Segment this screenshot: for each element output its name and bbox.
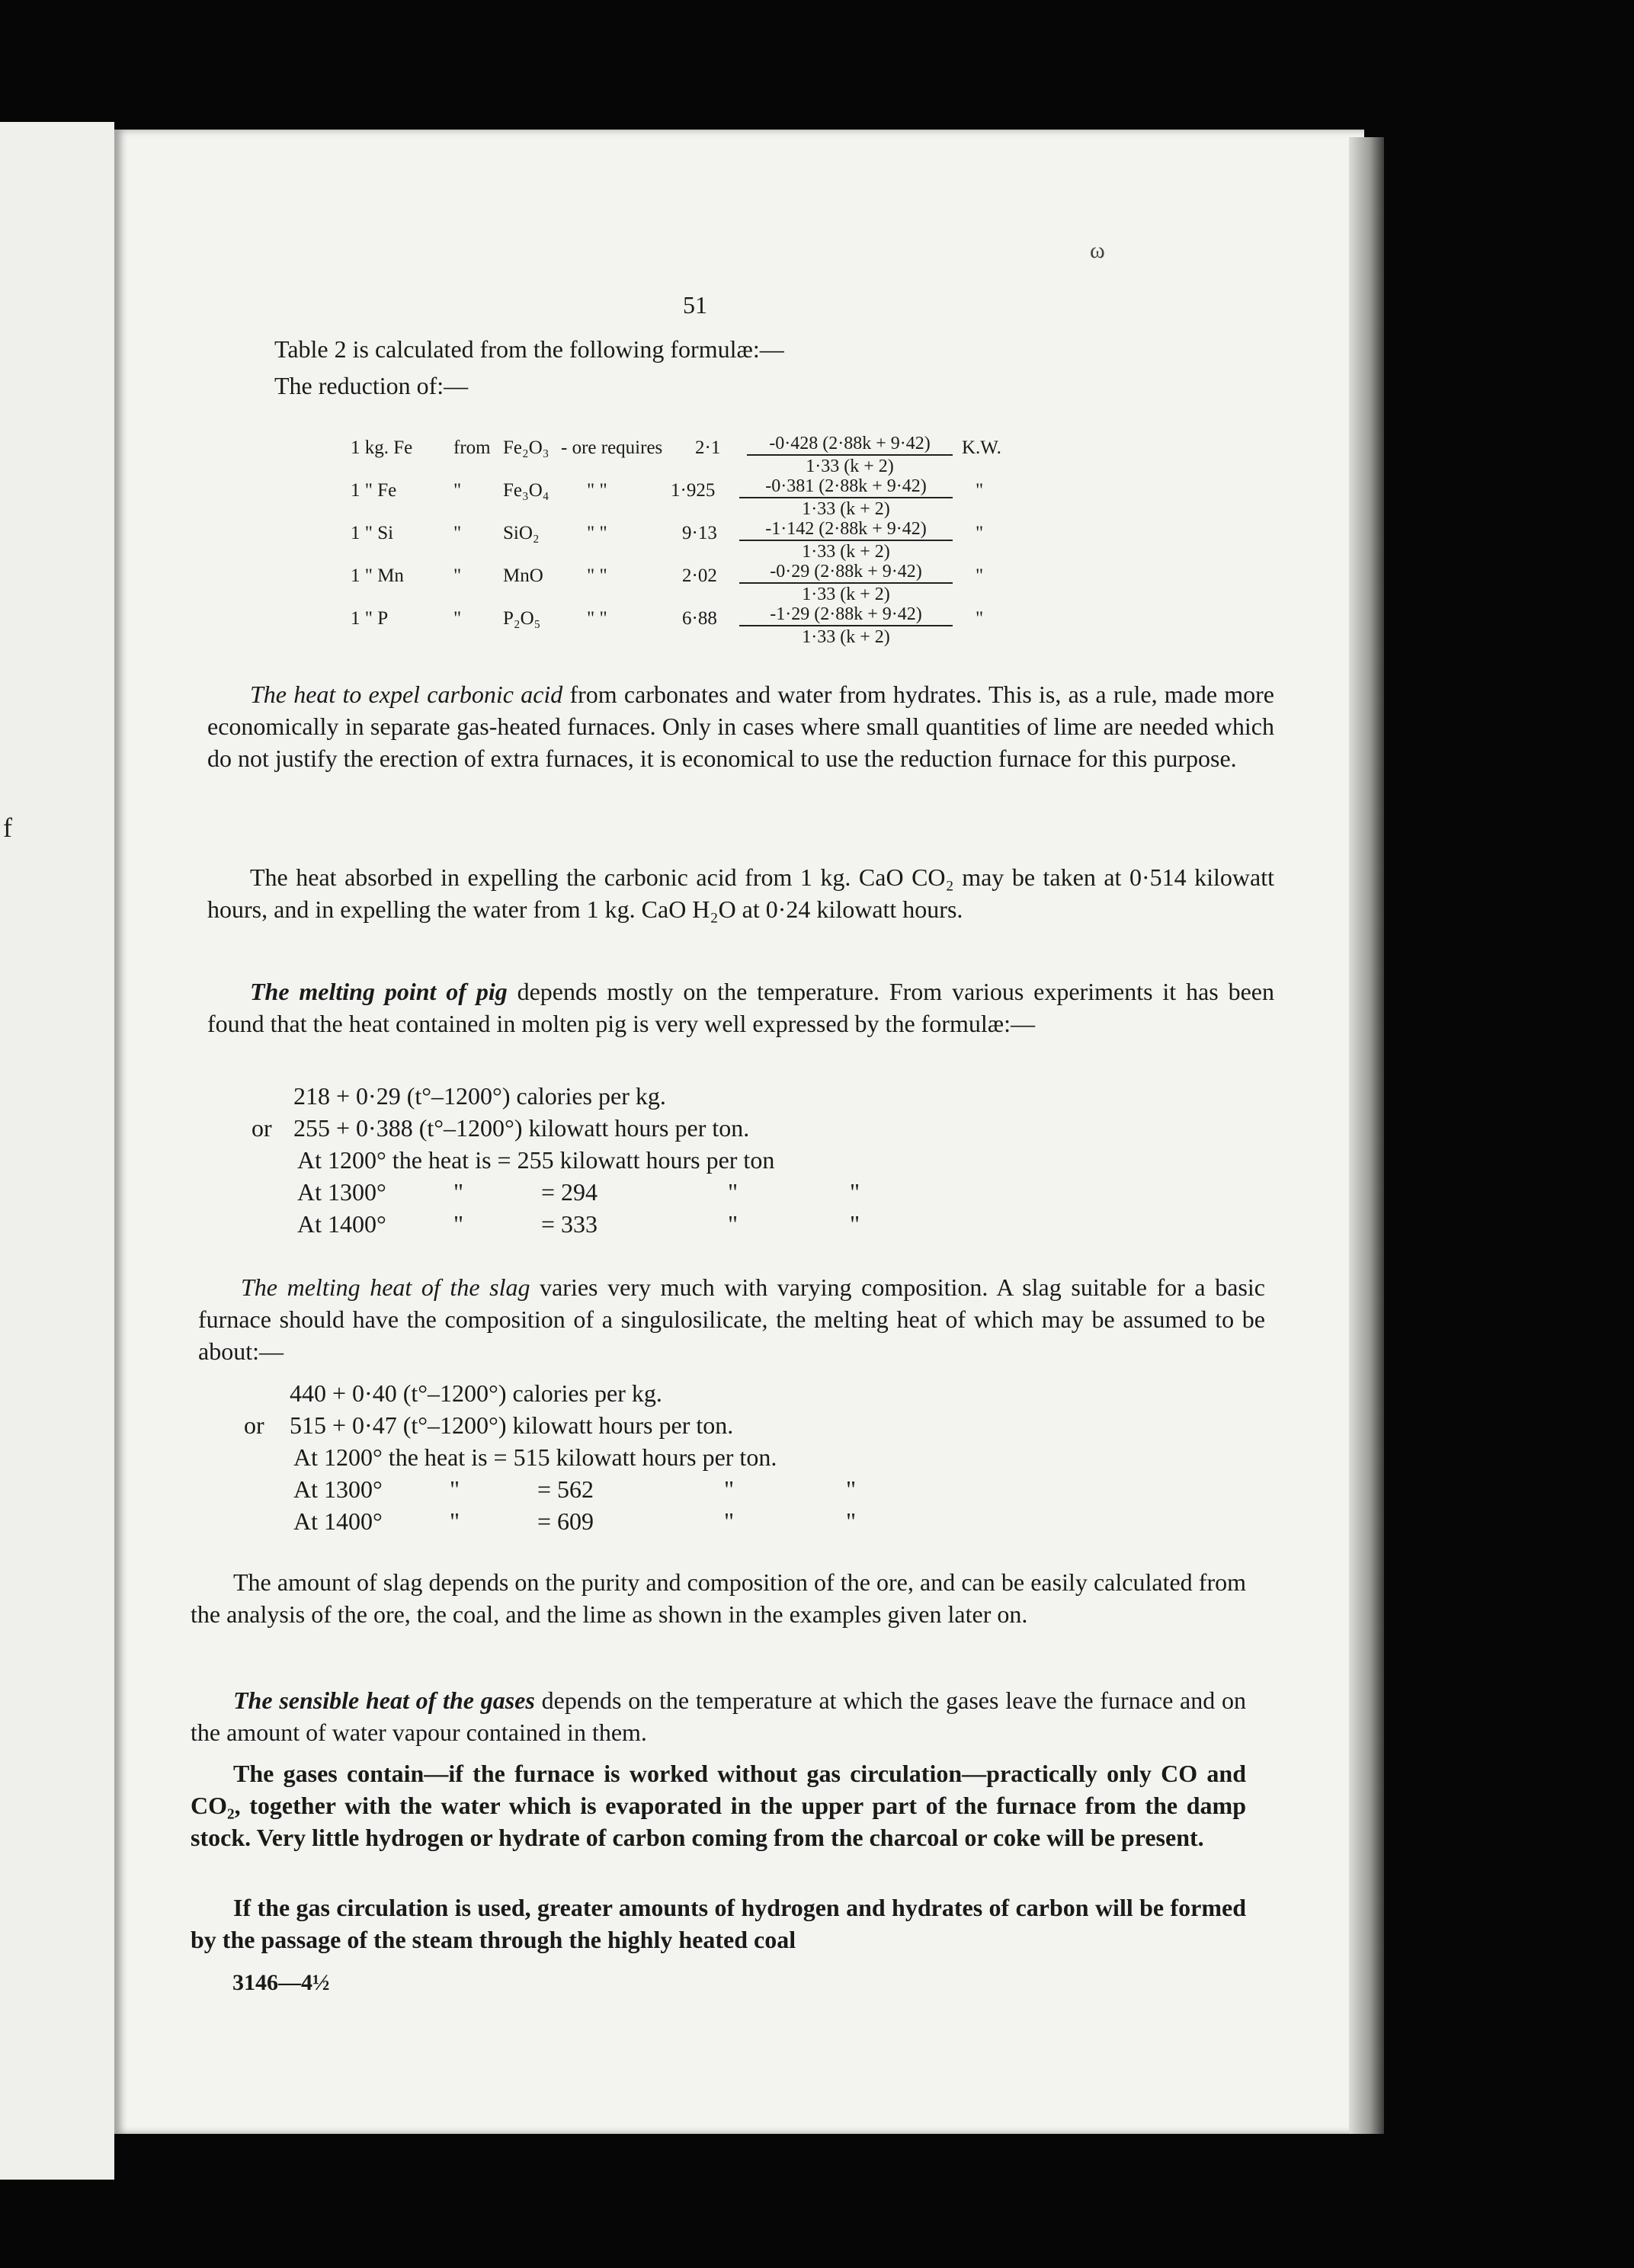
row-from: from bbox=[453, 437, 491, 458]
row-compound: P₂O₅ bbox=[503, 608, 541, 629]
paragraph-text: The amount of slag depends on the purity and composition of the ore, and can be easily calculated from the analysis of the ore, the coal, and the lime as shown in the examples given later on. bbox=[191, 1568, 1246, 1628]
ditto-mark: " bbox=[453, 1178, 464, 1206]
row-quantity: 1 " Fe bbox=[351, 480, 397, 501]
formula-or: or bbox=[252, 1114, 272, 1142]
ditto-mark: " bbox=[728, 1210, 739, 1238]
formula-row-1200: At 1200° the heat is = 255 kilowatt hours per ton bbox=[297, 1146, 775, 1174]
formula-row-1300-value: = 562 bbox=[537, 1475, 594, 1503]
formula-calories: 440 + 0·40 (t°–1200°) calories per kg. bbox=[290, 1379, 662, 1407]
fraction-numerator: -0·29 (2·88k + 9·42) bbox=[739, 562, 953, 584]
ditto-mark: " bbox=[846, 1475, 857, 1503]
row-fraction bbox=[739, 520, 953, 561]
paragraph-sensible-heat bbox=[191, 1684, 1246, 1748]
paragraph-text: The gases contain—if the furnace is worked without gas circulation—practically only CO and CO₂, together with the water which is evaporated in the upper part of the furnace from the damp stock. Very little hydrogen or hydrate of carbon coming from the charcoal or coke will be present. bbox=[191, 1760, 1246, 1851]
ditto-mark: " bbox=[728, 1178, 739, 1206]
row-from: " bbox=[453, 523, 462, 543]
formula-row-1400-label: At 1400° bbox=[297, 1210, 386, 1238]
paragraph-carbonic-acid bbox=[207, 678, 1274, 774]
ditto-mark: " bbox=[450, 1475, 460, 1503]
corner-mark: ω bbox=[1090, 238, 1105, 263]
row-unit: K.W. bbox=[962, 437, 1001, 458]
intro-line-2: The reduction of:— bbox=[274, 372, 469, 399]
intro-line-1: Table 2 is calculated from the following formulæ:— bbox=[274, 335, 784, 363]
paragraph-melting-point-pig bbox=[207, 975, 1274, 1040]
signature-mark: 3146—4½ bbox=[232, 1970, 330, 1995]
paragraph-heat-absorbed bbox=[207, 861, 1274, 925]
row-coefficient: 9·13 bbox=[682, 523, 717, 543]
row-fraction bbox=[747, 434, 953, 476]
row-fraction bbox=[739, 562, 953, 604]
paragraph-text: varies very much with varying composition. A slag suitable for a basic furnace should have the composition of a singulosilicate, the melting heat of which may be assumed to be about:— bbox=[198, 1273, 1266, 1365]
row-from: " bbox=[453, 480, 462, 501]
row-quantity: 1 " P bbox=[351, 608, 389, 629]
row-note: " " bbox=[587, 480, 607, 501]
fraction-numerator: -1·29 (2·88k + 9·42) bbox=[739, 605, 953, 626]
row-compound: SiO₂ bbox=[503, 523, 540, 543]
ditto-mark: " bbox=[450, 1507, 460, 1535]
ditto-mark: " bbox=[724, 1507, 735, 1535]
row-from: " bbox=[453, 608, 462, 629]
row-coefficient: 2·1 bbox=[695, 437, 721, 458]
row-unit: " bbox=[976, 523, 984, 543]
formula-or: or bbox=[244, 1411, 264, 1439]
ditto-mark: " bbox=[850, 1178, 860, 1206]
row-fraction bbox=[739, 477, 953, 518]
row-coefficient: 6·88 bbox=[682, 608, 717, 629]
ditto-mark: " bbox=[846, 1507, 857, 1535]
row-compound: Fe₂O₃ bbox=[503, 437, 549, 458]
fraction-denominator: 1·33 (k + 2) bbox=[802, 585, 890, 604]
ditto-mark: " bbox=[724, 1475, 735, 1503]
paragraph-lead: The melting point of pig bbox=[250, 978, 508, 1005]
row-note: " " bbox=[587, 523, 607, 543]
formula-row-1400-value: = 609 bbox=[537, 1507, 594, 1535]
book-page bbox=[114, 130, 1364, 2134]
paragraph-lead: The sensible heat of the gases bbox=[233, 1687, 535, 1714]
row-from: " bbox=[453, 565, 462, 586]
row-unit: " bbox=[976, 480, 984, 501]
fraction-numerator: -0·428 (2·88k + 9·42) bbox=[747, 434, 953, 456]
page-number: 51 bbox=[683, 291, 707, 319]
fraction-denominator: 1·33 (k + 2) bbox=[802, 627, 890, 647]
formula-calories: 218 + 0·29 (t°–1200°) calories per kg. bbox=[293, 1082, 666, 1110]
row-coefficient: 2·02 bbox=[682, 565, 717, 586]
fraction-denominator: 1·33 (k + 2) bbox=[802, 499, 890, 519]
row-quantity: 1 " Mn bbox=[351, 565, 404, 586]
paragraph-text: depends on the temperature at which the gases leave the furnace and on the amount of water vapour contained in them. bbox=[191, 1687, 1247, 1746]
paragraph-amount-of-slag bbox=[191, 1566, 1246, 1630]
fraction-numerator: -0·381 (2·88k + 9·42) bbox=[739, 477, 953, 498]
fraction-denominator: 1·33 (k + 2) bbox=[806, 456, 894, 476]
page-edge-shadow bbox=[1349, 137, 1384, 2134]
row-quantity: 1 " Si bbox=[351, 523, 394, 543]
paragraph-text: depends mostly on the temperature. From various experiments it has been found that the heat contained in molten pig is very well expressed by the formulæ:— bbox=[207, 978, 1275, 1037]
formula-row-1300-label: At 1300° bbox=[293, 1475, 383, 1503]
facing-page-fragment: f bbox=[3, 812, 12, 843]
paragraph-gas-circulation bbox=[191, 1892, 1246, 1956]
facing-page-edge bbox=[0, 122, 114, 2180]
row-compound: Fe₃O₄ bbox=[503, 480, 549, 501]
row-note: " " bbox=[587, 565, 607, 586]
formula-row-1400-value: = 333 bbox=[541, 1210, 598, 1238]
row-fraction bbox=[739, 605, 953, 646]
formula-row-1200: At 1200° the heat is = 515 kilowatt hours per ton. bbox=[293, 1443, 777, 1471]
row-unit: " bbox=[976, 608, 984, 629]
paragraph-gases-contain bbox=[191, 1757, 1246, 1853]
table-row bbox=[351, 437, 412, 459]
row-unit: " bbox=[976, 565, 984, 586]
fraction-numerator: -1·142 (2·88k + 9·42) bbox=[739, 520, 953, 541]
paragraph-text: from carbonates and water from hydrates. This is, as a rule, made more economically in separate gas-heated furnaces. Only in cases where small quantities of lime are needed which do not justify the erection of extra furnaces, it is economical to use the reduction furnace for this purpose. bbox=[207, 681, 1275, 772]
paragraph-melting-heat-slag bbox=[198, 1271, 1265, 1367]
row-compound: MnO bbox=[503, 565, 543, 586]
page-content bbox=[114, 130, 1364, 2134]
formula-row-1300-value: = 294 bbox=[541, 1178, 598, 1206]
fraction-denominator: 1·33 (k + 2) bbox=[802, 542, 890, 562]
row-note: " " bbox=[587, 608, 607, 629]
row-note: - ore requires bbox=[561, 437, 663, 458]
formula-row-1300-label: At 1300° bbox=[297, 1178, 386, 1206]
paragraph-lead: The heat to expel carbonic acid bbox=[250, 681, 563, 708]
paragraph-text: The heat absorbed in expelling the carbonic acid from 1 kg. CaO CO₂ may be taken at 0·514 kilowatt hours, and in expelling the water from 1 kg. CaO H₂O at 0·24 kilowatt hours. bbox=[207, 863, 1274, 923]
ditto-mark: " bbox=[850, 1210, 860, 1238]
ditto-mark: " bbox=[453, 1210, 464, 1238]
formula-kilowatt: 255 + 0·388 (t°–1200°) kilowatt hours per ton. bbox=[293, 1114, 750, 1142]
formula-kilowatt: 515 + 0·47 (t°–1200°) kilowatt hours per ton. bbox=[290, 1411, 734, 1439]
paragraph-lead: The melting heat of the slag bbox=[241, 1273, 530, 1301]
formula-row-1400-label: At 1400° bbox=[293, 1507, 383, 1535]
row-quantity: 1 kg. Fe bbox=[351, 437, 413, 458]
paragraph-text: If the gas circulation is used, greater amounts of hydrogen and hydrates of carbon will be formed by the passage of the steam through the highly heated coal bbox=[191, 1894, 1246, 1953]
row-coefficient: 1·925 bbox=[671, 480, 716, 501]
